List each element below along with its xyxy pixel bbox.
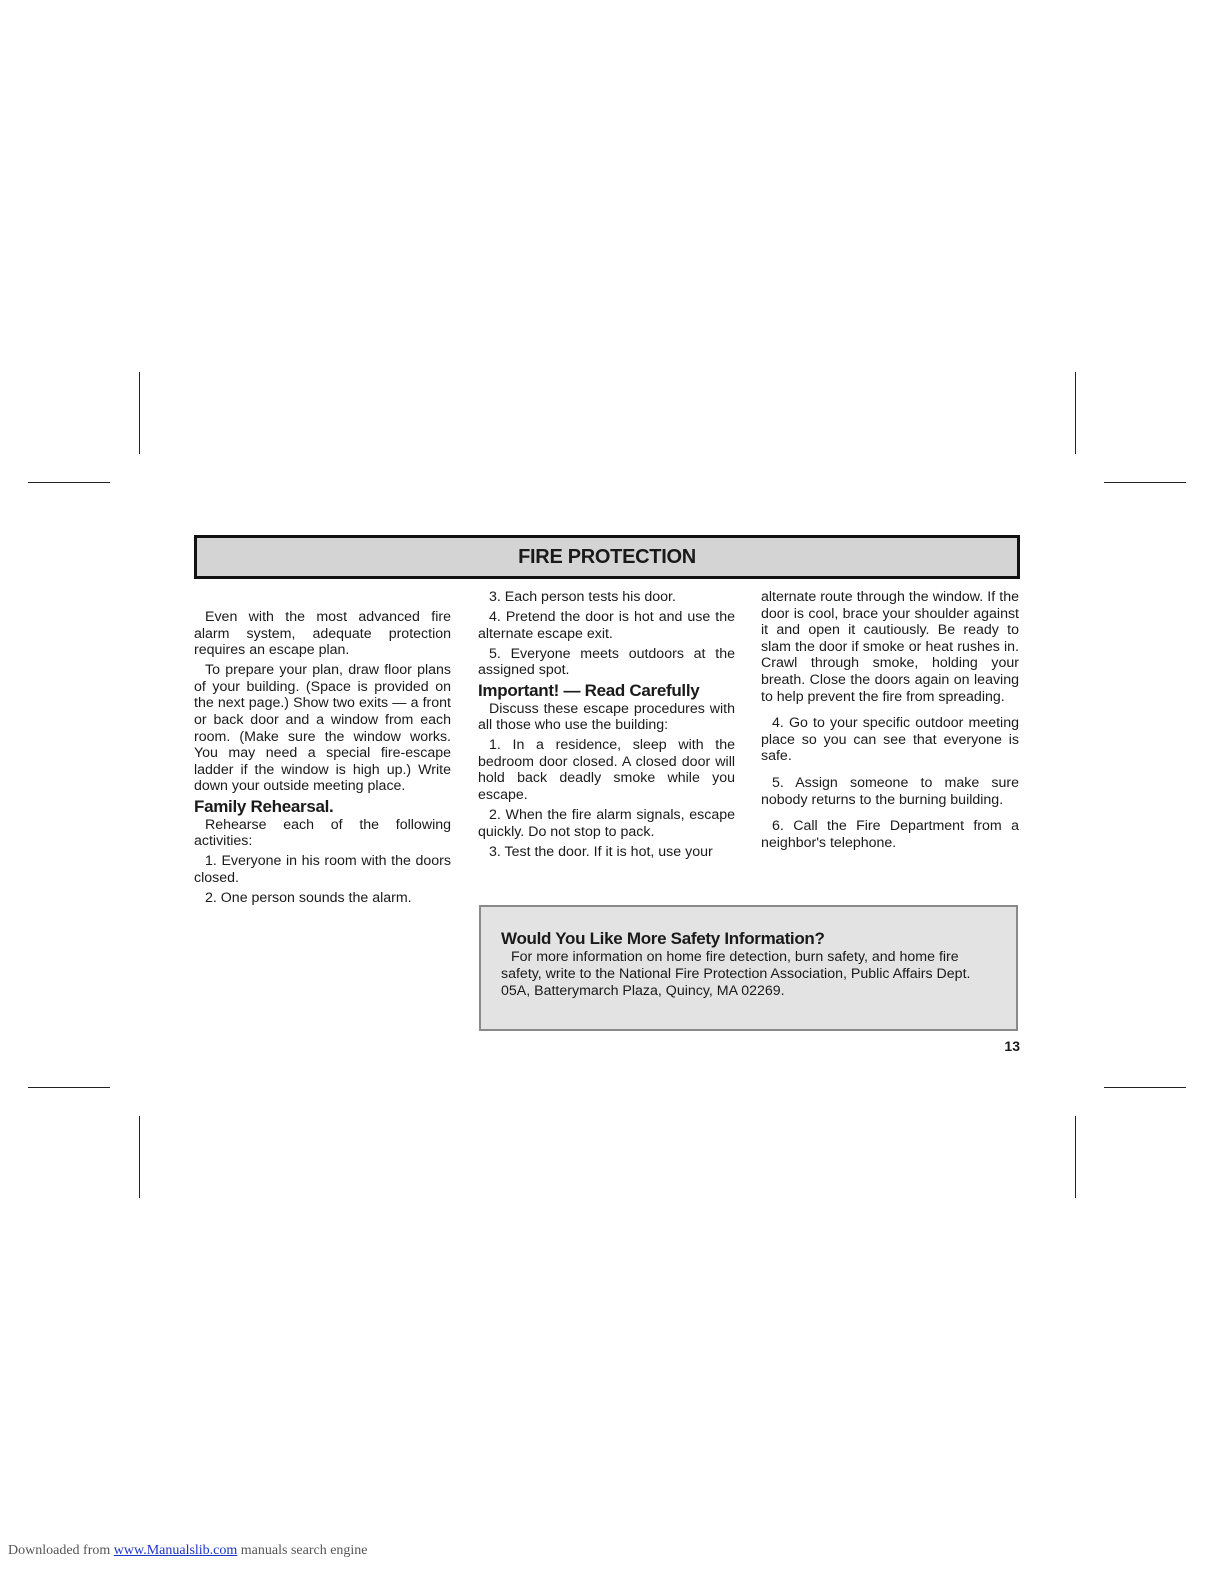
info-box-heading: Would You Like More Safety Information? <box>501 929 825 948</box>
list-item: 5. Assign someone to make sure nobody returns to the burning building. <box>761 774 1019 808</box>
column-middle <box>478 589 735 864</box>
subheading-family-rehearsal: Family Rehearsal. <box>194 797 334 817</box>
crop-mark <box>28 1087 110 1088</box>
list-item: 3. Each person tests his door. <box>489 589 676 605</box>
crop-mark <box>1104 1087 1186 1088</box>
footer-suffix: manuals search engine <box>240 1543 368 1558</box>
list-item: 4. Go to your specific outdoor meeting place so you can see that everyone is safe. <box>761 715 1019 765</box>
paragraph: alternate route through the window. If the door is cool, brace your shoulder against it and open it cautiously. Be ready to slam the door if smoke or heat rushes in. Crawl through smoke, holding your breath. Close the doors again on leaving to help prevent the fire from spreading. <box>761 589 1019 705</box>
subheading-important: Important! — Read Carefully <box>478 680 700 700</box>
column-left <box>194 609 451 910</box>
footer-prefix: Downloaded from <box>8 1543 111 1558</box>
info-box-body: For more information on home fire detection, burn safety, and home fire safety, write to the National Fire Protection Association, Public Affairs Dept. 05A, Batterymarch Plaza, Quincy, MA 02269. <box>501 949 971 999</box>
paragraph: Rehearse each of the following activities: <box>194 816 451 850</box>
list-item: 2. When the fire alarm signals, escape quickly. Do not stop to pack. <box>478 807 735 840</box>
section-header <box>194 535 1020 579</box>
crop-mark <box>28 482 110 483</box>
paragraph: Discuss these escape procedures with all those who use the building: <box>478 700 735 734</box>
list-item: 3. Test the door. If it is hot, use your <box>489 843 713 860</box>
list-item: 1. Everyone in his room with the doors closed. <box>194 853 451 886</box>
crop-mark <box>1075 1116 1076 1198</box>
list-item: 5. Everyone meets outdoors at the assigned spot. <box>478 645 735 679</box>
safety-info-box <box>479 905 1018 1031</box>
list-item: 2. One person sounds the alarm. <box>205 890 412 906</box>
paragraph: To prepare your plan, draw floor plans of your building. (Space is provided on the next page.) Show two exits — a front or back door and a window from each room. (Make sure the window works. You may need a special fire-escape ladder if the window is high up.) Write down your outside meeting place. <box>194 662 451 795</box>
paragraph: Even with the most advanced fire alarm system, adequate protection requires an escape plan. <box>194 609 451 659</box>
column-right <box>761 589 1019 861</box>
manualslib-link[interactable]: www.Manualslib.com <box>113 1543 238 1558</box>
page-number: 13 <box>1004 1038 1020 1054</box>
section-title: FIRE PROTECTION <box>518 545 696 568</box>
crop-mark <box>139 1116 140 1198</box>
list-item: 4. Pretend the door is hot and use the alternate escape exit. <box>478 609 735 642</box>
list-item: 1. In a residence, sleep with the bedroom door closed. A closed door will hold back deadly smoke while you escape. <box>478 737 735 804</box>
crop-mark <box>1104 482 1186 483</box>
list-item: 6. Call the Fire Department from a neighbor's telephone. <box>761 818 1019 851</box>
crop-mark <box>1075 372 1076 454</box>
crop-mark <box>139 372 140 454</box>
download-footer <box>8 1543 368 1559</box>
